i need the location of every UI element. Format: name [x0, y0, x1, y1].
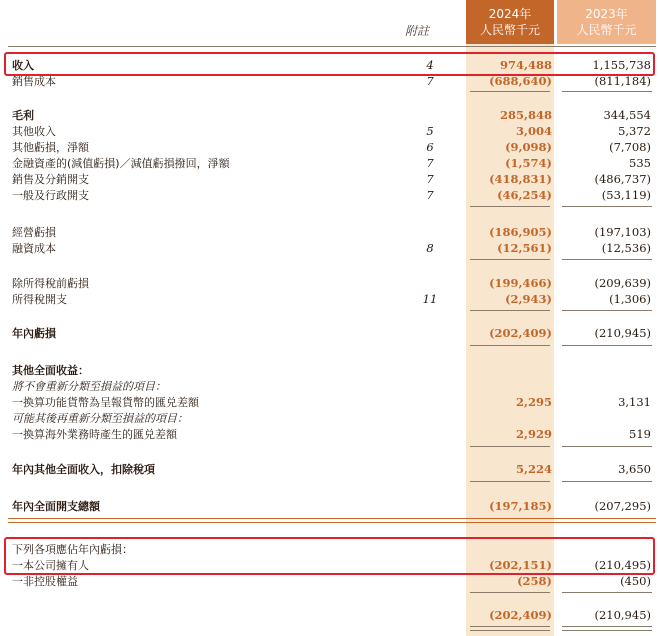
- header-2023-year: 2023年: [585, 7, 628, 21]
- row-label: 一般及行政開支: [12, 189, 89, 202]
- row-note: 7: [426, 156, 434, 170]
- header-2024-year: 2024年: [488, 7, 532, 21]
- row-label: 除所得稅前虧損: [12, 277, 89, 290]
- header-2023-unit: 人民幣千元: [576, 23, 637, 37]
- row-label: 一換算海外業務時產生的匯兑差額: [12, 428, 177, 441]
- row-impairment: [0, 155, 660, 172]
- double-underline-2024: [470, 626, 550, 631]
- underline-2024: [470, 259, 550, 260]
- row-value-2023: (7,708): [609, 140, 651, 154]
- underline-2023: [562, 345, 652, 346]
- row-value-2024: 5,224: [515, 462, 552, 476]
- row-note: 11: [422, 292, 438, 306]
- header-rule: [8, 46, 656, 47]
- row-label: 融資成本: [12, 242, 56, 255]
- row-non-controlling: [0, 573, 660, 590]
- row-value-2024: (12,561): [497, 241, 552, 255]
- row-value-2024: 3,004: [515, 124, 552, 138]
- row-oci-net: [0, 461, 660, 478]
- row-value-2023: 3,650: [618, 462, 651, 476]
- underline-2023: [562, 91, 652, 92]
- row-fx-translation-2: [0, 426, 660, 443]
- row-value-2024: 2,295: [515, 395, 552, 409]
- row-value-2023: (210,945): [594, 608, 651, 622]
- row-label: 年內虧損: [12, 327, 56, 340]
- row-total-comprehensive: [0, 498, 660, 515]
- row-value-2024: (202,409): [489, 326, 552, 340]
- row-label: 經營虧損: [12, 226, 56, 239]
- row-label: 金融資產的(減值虧損)／減值虧損撥回，淨額: [12, 157, 230, 170]
- row-value-2023: 3,131: [618, 395, 651, 409]
- highlight-box-attributable: [4, 537, 655, 575]
- row-value-2024: (2,943): [505, 292, 552, 306]
- row-label: 收入: [12, 59, 34, 72]
- highlight-box-revenue: [4, 52, 655, 76]
- header-2023: [557, 0, 656, 44]
- row-label: 銷售成本: [12, 75, 56, 88]
- underline-2023: [562, 481, 652, 482]
- row-loss-before-tax: [0, 275, 660, 292]
- row-value-2023: (811,184): [594, 74, 651, 88]
- row-value-2024: (418,831): [489, 172, 552, 186]
- row-label: 其他收入: [12, 125, 56, 138]
- double-rule: [8, 518, 656, 523]
- row-value-2024: 974,488: [499, 58, 552, 72]
- row-may-reclassify-heading: [0, 410, 660, 427]
- row-oci-heading: [0, 362, 660, 379]
- note-column-header: 附註: [405, 24, 430, 38]
- row-value-2023: (1,306): [609, 292, 651, 306]
- row-note: 7: [426, 188, 434, 202]
- underline-2023: [562, 310, 652, 311]
- row-operating-loss: [0, 224, 660, 241]
- underline-2024: [470, 91, 550, 92]
- underline-2023: [562, 259, 652, 260]
- row-value-2023: (12,536): [601, 241, 651, 255]
- row-label: 年內全面開支總額: [12, 500, 100, 513]
- underline-2023: [562, 592, 652, 593]
- row-value-2024: (1,574): [505, 156, 552, 170]
- underline-2023: [562, 206, 652, 207]
- row-note: 7: [426, 74, 434, 88]
- row-loss-for-year: [0, 325, 660, 342]
- row-value-2023: 519: [629, 427, 651, 441]
- underline-2024: [470, 592, 550, 593]
- double-underline-2023: [562, 626, 652, 631]
- row-label: 毛利: [12, 109, 34, 122]
- row-value-2024: (202,409): [489, 608, 552, 622]
- row-value-2023: 1,155,738: [592, 58, 651, 72]
- underline-2024: [470, 206, 550, 207]
- row-finance-costs: [0, 240, 660, 257]
- row-note: 7: [426, 172, 434, 186]
- row-other-losses: [0, 139, 660, 156]
- underline-2023: [562, 446, 652, 447]
- row-value-2024: (46,254): [497, 188, 552, 202]
- row-label: 下列各項應佔年內虧損：: [12, 543, 133, 556]
- row-label: 一非控股權益: [12, 575, 78, 588]
- row-value-2024: 285,848: [499, 108, 552, 122]
- row-label: 可能其後再重新分類至損益的項目：: [12, 412, 188, 425]
- underline-2024: [470, 310, 550, 311]
- row-label: 年內其他全面收入，扣除稅項: [12, 463, 155, 476]
- row-value-2024: (199,466): [489, 276, 552, 290]
- row-fx-translation-1: [0, 394, 660, 411]
- row-note: 6: [426, 140, 434, 154]
- row-value-2023: (207,295): [594, 499, 651, 513]
- header-2024-unit: 人民幣千元: [479, 23, 540, 37]
- row-value-2024: (9,098): [505, 140, 552, 154]
- row-value-2024: (258): [517, 574, 552, 588]
- row-value-2023: 535: [629, 156, 651, 170]
- row-label: 一換算功能貨幣為呈報貨幣的匯兑差額: [12, 396, 199, 409]
- row-other-income: [0, 123, 660, 140]
- row-value-2024: 2,929: [515, 427, 552, 441]
- row-label: 將不會重新分類至損益的項目：: [12, 380, 166, 393]
- row-label: 一本公司擁有人: [12, 559, 89, 572]
- row-label: 其他虧損，淨額: [12, 141, 89, 154]
- row-value-2024: (202,151): [489, 558, 552, 572]
- row-note: 8: [426, 241, 434, 255]
- header-2024: [466, 0, 554, 44]
- row-total-attributable: [0, 607, 660, 624]
- row-value-2024: (688,640): [489, 74, 552, 88]
- row-value-2023: (53,119): [601, 188, 651, 202]
- row-label: 所得稅開支: [12, 293, 67, 306]
- row-label: 銷售及分銷開支: [12, 173, 89, 186]
- row-selling-expenses: [0, 171, 660, 188]
- underline-2024: [470, 446, 550, 447]
- row-admin-expenses: [0, 187, 660, 204]
- row-value-2024: (186,905): [489, 225, 552, 239]
- row-income-tax: [0, 291, 660, 308]
- row-value-2023: (210,945): [594, 326, 651, 340]
- row-value-2023: (486,737): [594, 172, 651, 186]
- row-label: 其他全面收益：: [12, 364, 89, 377]
- row-value-2024: (197,185): [489, 499, 552, 513]
- row-note: 4: [426, 58, 434, 72]
- row-value-2023: 5,372: [618, 124, 651, 138]
- row-gross-profit: [0, 107, 660, 124]
- row-not-reclassified-heading: [0, 378, 660, 395]
- underline-2024: [470, 345, 550, 346]
- row-value-2023: (450): [620, 574, 651, 588]
- row-value-2023: (209,639): [594, 276, 651, 290]
- row-note: 5: [426, 124, 434, 138]
- row-value-2023: 344,554: [603, 108, 651, 122]
- row-value-2023: (197,103): [594, 225, 651, 239]
- underline-2024: [470, 481, 550, 482]
- row-value-2023: (210,495): [594, 558, 651, 572]
